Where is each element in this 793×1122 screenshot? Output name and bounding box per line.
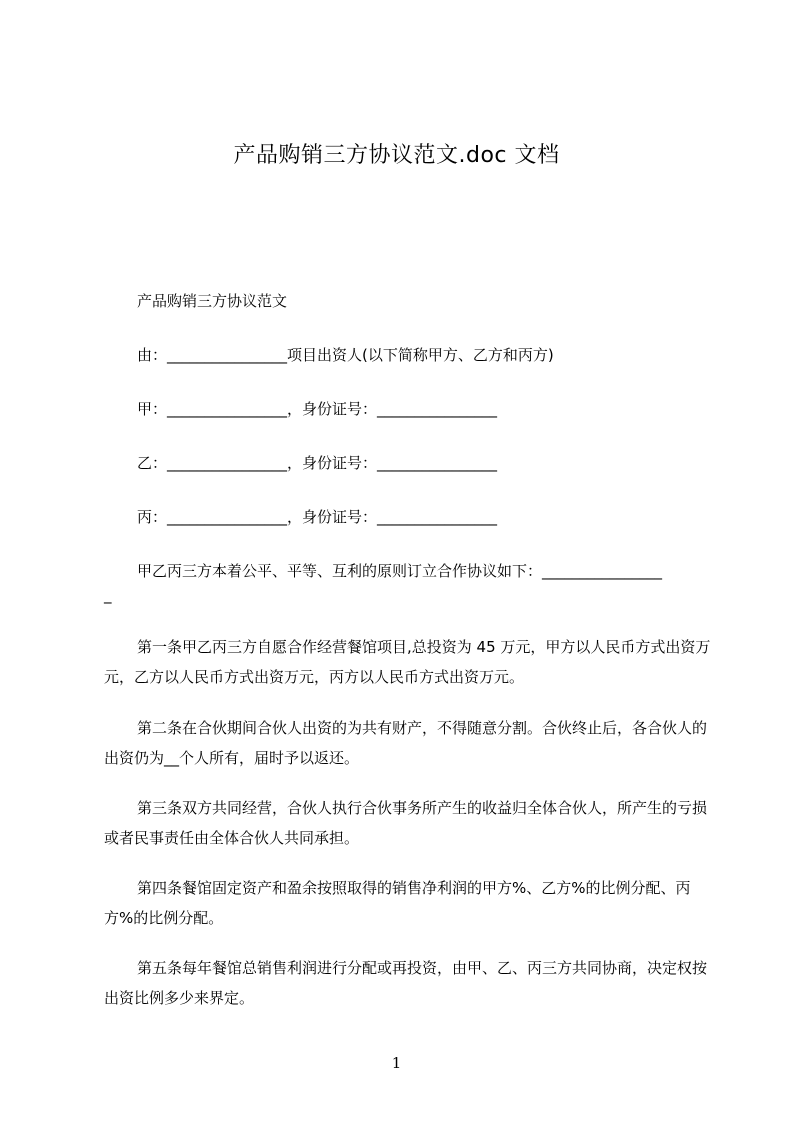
- article-2: 第二条在合伙期间合伙人出资的为共有财产，不得随意分割。合伙终止后，各合伙人的出资仍为__个人所有，届时予以返还。: [104, 719, 708, 767]
- article-4: 第四条餐馆固定资产和盈余按照取得的销售净利润的甲方%、乙方%的比例分配、丙方%的比例分配。: [104, 879, 691, 927]
- party-b-line: 乙：________________，身份证号：________________: [137, 454, 498, 472]
- page-number: 1: [391, 1054, 402, 1072]
- agreement-heading: 产品购销三方协议范文: [137, 292, 288, 310]
- party-c-line: 丙：________________，身份证号：________________: [137, 508, 498, 526]
- article-3: 第三条双方共同经营，合伙人执行合伙事务所产生的收益归全体合伙人，所产生的亏损或者民事责任由全体合伙人共同承担。: [104, 799, 708, 847]
- article-5: 第五条每年餐馆总销售利润进行分配或再投资，由甲、乙、丙三方共同协商，决定权按出资比例多少来界定。: [104, 959, 708, 1007]
- intro-line: 甲乙丙三方本着公平、平等、互利的原则订立合作协议如下：________________: [137, 562, 663, 580]
- article-1: 第一条甲乙丙三方自愿合作经营餐馆项目,总投资为 45 万元，甲方以人民币方式出资万元，乙方以人民币方式出资万元，丙方以人民币方式出资万元。: [104, 638, 711, 686]
- party-a-line: 甲：________________，身份证号：________________: [137, 400, 498, 418]
- parties-line: 由：________________项目出资人(以下简称甲方、乙方和丙方): [137, 346, 554, 364]
- intro-line-continuation: _: [104, 586, 112, 604]
- document-title: 产品购销三方协议范文.doc 文档: [233, 143, 560, 168]
